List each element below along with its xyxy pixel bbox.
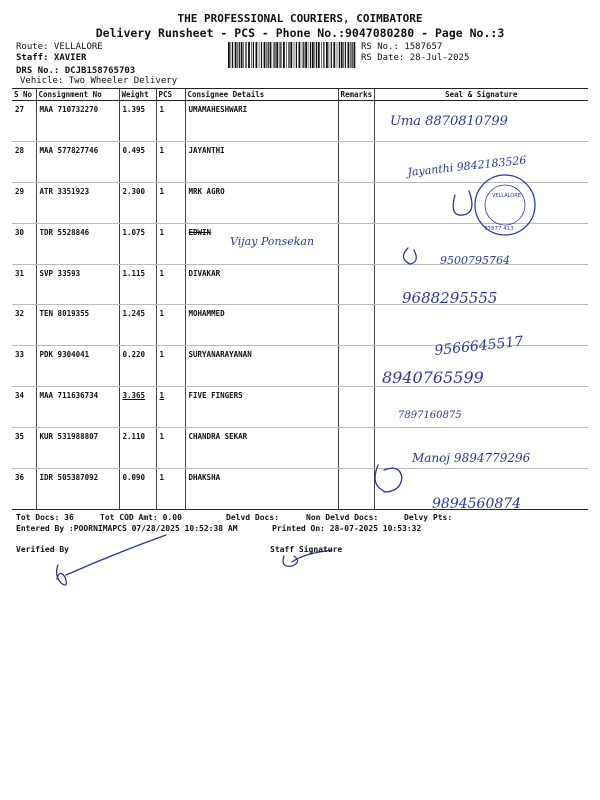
col-sno: S No	[12, 89, 36, 101]
cell-consignee: JAYANTHI	[185, 141, 338, 182]
cell-weight: 0.495	[119, 141, 156, 182]
cell-consignee: MRK AGRO	[185, 182, 338, 223]
col-weight: Weight	[119, 89, 156, 101]
cell-signature	[374, 469, 588, 510]
cell-consignee: SURYANARAYANAN	[185, 346, 338, 387]
cell-signature	[374, 101, 588, 142]
cell-consignment: MAA 577827746	[36, 141, 119, 182]
hw-row30-name: Vijay Ponsekan	[230, 235, 315, 248]
table-row	[12, 387, 588, 428]
cell-weight: 0.220	[119, 346, 156, 387]
col-remarks: Remarks	[338, 89, 374, 101]
col-consignee: Consignee Details	[185, 89, 338, 101]
drs-number: DRS No.: DCJB158765703	[16, 66, 136, 76]
total-cod: Tot COD Amt: 0.00	[100, 513, 182, 522]
route-label: Route: VELLALORE	[16, 42, 103, 52]
cell-pcs: 1	[156, 305, 185, 346]
cell-consignee: MOHAMMED	[185, 305, 338, 346]
cell-signature	[374, 387, 588, 428]
cell-sno: 34	[12, 387, 36, 428]
table-row	[12, 223, 588, 264]
cell-signature	[374, 141, 588, 182]
cell-pcs: 1	[156, 387, 185, 428]
cell-consignee: FIVE FINGERS	[185, 387, 338, 428]
cell-consignment: KUR 531988807	[36, 428, 119, 469]
cell-pcs: 1	[156, 428, 185, 469]
delivery-points: Delvy Pts:	[404, 513, 453, 522]
runsheet-subtitle: Delivery Runsheet - PCS - Phone No.:9047080280 - Page No.:3	[95, 26, 505, 40]
cell-consignment: ATR 3351923	[36, 182, 119, 223]
svg-text:97877 413: 97877 413	[484, 226, 514, 232]
cell-consignment: MAA 710732270	[36, 101, 119, 142]
table-row	[12, 101, 588, 142]
cell-consignee: UMAMAHESHWARI	[185, 101, 338, 142]
rs-number: RS No.: 1587657	[361, 42, 443, 52]
cell-weight: 1.245	[119, 305, 156, 346]
hw-row27: Uma 8870810799	[390, 114, 508, 129]
cell-sno: 36	[12, 469, 36, 510]
hw-row36: 9894560874	[432, 496, 522, 512]
table-row	[12, 264, 588, 305]
cell-remarks	[338, 428, 374, 469]
svg-text:VELLALORE: VELLALORE	[492, 193, 521, 199]
cell-remarks	[338, 223, 374, 264]
cell-consignment: PDK 9304041	[36, 346, 119, 387]
cell-weight: 1.075	[119, 223, 156, 264]
rs-date: RS Date: 28-Jul-2025	[361, 53, 470, 63]
vehicle-label: Vehicle: Two Wheeler Delivery	[20, 76, 178, 86]
entered-by: Entered By :POORNIMAPCS 07/28/2025 10:52:38 AM	[16, 524, 238, 533]
cell-weight: 2.300	[119, 182, 156, 223]
non-delivered-docs: Non Delvd Docs:	[306, 513, 379, 522]
cell-consignee: DHAKSHA	[185, 469, 338, 510]
cell-sno: 27	[12, 101, 36, 142]
verified-by-label: Verified By	[16, 545, 69, 554]
cell-sno: 33	[12, 346, 36, 387]
table-row	[12, 305, 588, 346]
total-docs: Tot Docs: 36	[16, 513, 74, 522]
cell-weight: 2.110	[119, 428, 156, 469]
cell-weight: 1.115	[119, 264, 156, 305]
cell-sno: 32	[12, 305, 36, 346]
cell-consignment: MAA 711636734	[36, 387, 119, 428]
cell-signature	[374, 223, 588, 264]
printed-on: Printed On: 28-07-2025 10:53:32	[272, 524, 422, 533]
table-row	[12, 428, 588, 469]
table-header	[12, 89, 588, 101]
cell-signature	[374, 428, 588, 469]
cell-pcs: 1	[156, 223, 185, 264]
cell-consignment: TEN 8019355	[36, 305, 119, 346]
cell-sno: 35	[12, 428, 36, 469]
cell-consignee: EDWIN	[185, 223, 338, 264]
col-consignment: Consignment No	[36, 89, 119, 101]
cell-weight: 0.090	[119, 469, 156, 510]
cell-pcs: 1	[156, 469, 185, 510]
cell-consignment: SVP 33593	[36, 264, 119, 305]
hw-row35: Manoj 9894779296	[412, 451, 531, 465]
cell-weight: 3.365	[119, 387, 156, 428]
cell-remarks	[338, 469, 374, 510]
cell-sno: 28	[12, 141, 36, 182]
company-title: THE PROFESSIONAL COURIERS, COIMBATORE	[177, 12, 423, 25]
hw-row28: Jayanthi 9842183526	[406, 153, 528, 179]
col-signature: Seal & Signature	[374, 89, 588, 101]
cell-weight: 1.395	[119, 101, 156, 142]
table-row	[12, 346, 588, 387]
staff-signature-label: Staff Signature	[270, 545, 343, 554]
table-row	[12, 182, 588, 223]
cell-pcs: 1	[156, 101, 185, 142]
cell-remarks	[338, 346, 374, 387]
table-row	[12, 141, 588, 182]
cell-sno: 31	[12, 264, 36, 305]
cell-consignee: CHANDRA SEKAR	[185, 428, 338, 469]
cell-remarks	[338, 101, 374, 142]
cell-signature	[374, 264, 588, 305]
runsheet-table	[12, 88, 588, 510]
cell-signature	[374, 182, 588, 223]
hw-row33: 8940765599	[382, 368, 484, 387]
cell-remarks	[338, 387, 374, 428]
staff-label: Staff: XAVIER	[16, 53, 87, 63]
cell-remarks	[338, 264, 374, 305]
cell-pcs: 1	[156, 264, 185, 305]
cell-consignee: DIVAKAR	[185, 264, 338, 305]
verified-signature	[57, 535, 166, 585]
cell-signature	[374, 346, 588, 387]
table-row	[12, 469, 588, 510]
cell-remarks	[338, 182, 374, 223]
cell-sno: 30	[12, 223, 36, 264]
hw-row31: 9688295555	[402, 289, 498, 307]
cell-signature	[374, 305, 588, 346]
hw-row30-sig: 9500795764	[440, 254, 510, 267]
cell-consignment: IDR 505387092	[36, 469, 119, 510]
cell-sno: 29	[12, 182, 36, 223]
cell-remarks	[338, 141, 374, 182]
cell-remarks	[338, 305, 374, 346]
delivered-docs: Delvd Docs:	[226, 513, 279, 522]
cell-consignment: TDR 5528846	[36, 223, 119, 264]
barcode	[228, 42, 356, 68]
col-pcs: PCS	[156, 89, 185, 101]
hw-row32: 9566645517	[433, 333, 525, 359]
hw-row34: 7897160875	[398, 410, 462, 421]
cell-pcs: 1	[156, 182, 185, 223]
cell-pcs: 1	[156, 141, 185, 182]
cell-pcs: 1	[156, 346, 185, 387]
